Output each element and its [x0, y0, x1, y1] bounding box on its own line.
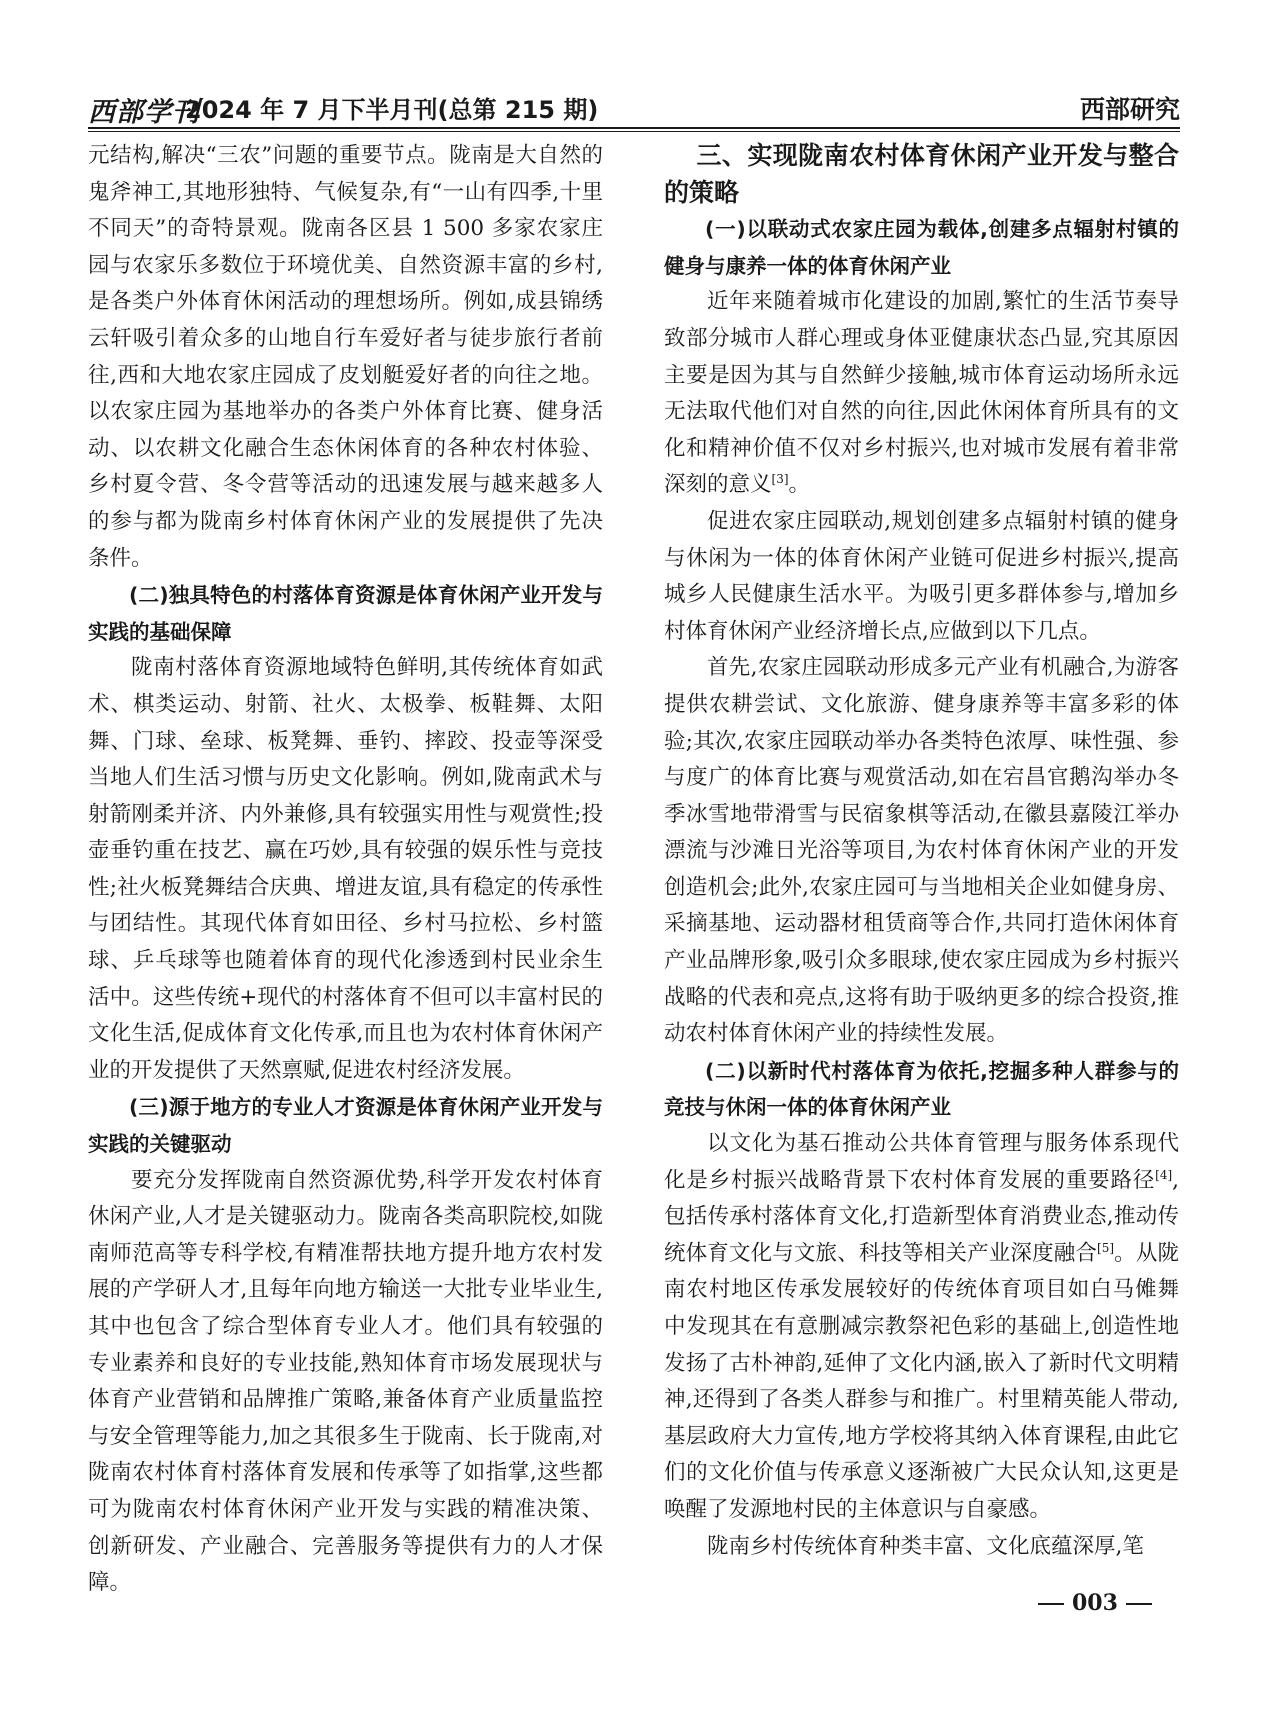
paragraph: 陇南村落体育资源地域特色鲜明,其传统体育如武术、棋类运动、射箭、社火、太极拳、板鞋舞、太阳舞、门球、垒球、板凳舞、垂钓、摔跤、投壶等深受当地人们生活习惯与历史文化影响。例如,陇南武术与射箭刚柔并济、内外兼修,具有较强实用性与观赏性;投壶垂钓重在技艺、赢在巧妙,具有较强的娱乐性与竞技性;社火板凳舞结合庆典、增进友谊,具有稳定的传承性与团结性。其现代体育如田径、乡村马拉松、乡村篮球、乒乓球等也随着体育的现代化渗透到村民业余生活中。这些传统+现代的村落体育不但可以丰富村民的文化生活,促成体育文化传承,而且也为农村体育休闲产业的开发提供了天然禀赋,促进农村经济发展。 — [88, 655, 603, 1083]
left-column — [88, 138, 603, 1602]
journal-logo: 西部学刊 — [88, 97, 200, 128]
paragraph-text: 近年来随着城市化建设的加剧,繁忙的生活节奏导致部分城市人群心理或身体亚健康状态凸显,究其原因主要是因为其与自然鲜少接触,城市体育运动场所永远无法取代他们对自然的向往,因此休闲体育所具有的文化和精神价值不仅对乡村振兴,也对城市发展有着非常深刻的意义 — [664, 289, 1179, 498]
page-footer — [1030, 1590, 1160, 1616]
header-rule-thick — [88, 127, 1180, 129]
paragraph: 促进农家庄园联动,规划创建多点辐射村镇的健身与休闲为一体的体育休闲产业链可促进乡村振兴,提高城乡人民健康生活水平。为吸引更多群体参与,增加乡村体育休闲产业经济增长点,应做到以下几点。 — [664, 508, 1179, 644]
paragraph: 陇南乡村传统体育种类丰富、文化底蕴深厚,笔 — [707, 1533, 1144, 1559]
paragraph-text: 以文化为基石推动公共体育管理与服务体系现代化是乡村振兴战略背景下农村体育发展的重要路径 — [664, 1131, 1179, 1193]
citation-ref: [5] — [1097, 1240, 1115, 1255]
page-number: 003 — [1072, 1590, 1118, 1616]
paragraph: 元结构,解决“三农”问题的重要节点。陇南是大自然的鬼斧神工,其地形独特、气候复杂,有“一山有四季,十里不同天”的奇特景观。陇南各区县 1 500 多家农家庄园与农家乐多数位于环境优美、自然资源丰富的乡村,是各类户外体育休闲活动的理想场所。例如,成县锦绣云轩吸引着众多的山地自行车爱好者与徒步旅行者前往,西和大地农家庄园成了皮划艇爱好者的向往之地。以农家庄园为基地举办的各类户外体育比赛、健身活动、以农耕文化融合生态休闲体育的各种农村体验、乡村夏令营、冬令营等活动的迅速发展与越来越多人的参与都为陇南乡村体育休闲产业的发展提供了先决条件。 — [88, 143, 603, 571]
right-column — [664, 138, 1179, 1565]
running-header — [88, 88, 1180, 128]
paragraph — [664, 1126, 1179, 1529]
paragraph: 要充分发挥陇南自然资源优势,科学开发农村体育休闲产业,人才是关键驱动力。陇南各类高职院校,如陇南师范高等专科学校,有精准帮扶地方提升地方农村发展的产学研人才,且每年向地方输送一大批专业毕业生,其中也包含了综合型体育专业人才。他们具有较强的专业素养和良好的专业技能,熟知体育市场发展现状与体育产业营销和品牌推广策略,兼备体育产业质量监控与安全管理等能力,加之其很多生于陇南、长于陇南,对陇南农村体育村落体育发展和传承等了如指掌,这些都可为陇南农村体育休闲产业开发与实践的精准决策、创新研发、产业融合、完善服务等提供有力的人才保障。 — [88, 1167, 603, 1596]
paragraph-text: 。从陇南农村地区传承发展较好的传统体育项目如白马傩舞中发现其在有意删减宗教祭祀色彩的基础上,创造性地发扬了古朴神韵,延伸了文化内涵,嵌入了新时代文明精神,还得到了各类人群参与和推广。村里精英能人带动,基层政府大力宣传,地方学校将其纳入体育课程,由此它们的文化价值与传承意义逐渐被广大民众认知,这更是唤醒了发源地村民的主体意识与自豪感。 — [664, 1240, 1179, 1522]
paragraph-text: ,包括传承村落体育文化,打造新型体育消费业态,推动传统体育文化与文旅、科技等相关产业深度融合 — [664, 1167, 1179, 1266]
folio-dash — [1038, 1603, 1064, 1605]
paragraph — [664, 284, 1179, 504]
subheading: (三)源于地方的专业人才资源是体育休闲产业开发与实践的关键驱动 — [88, 1095, 603, 1157]
journal-issue-info: 2024 年 7 月下半月刊(总第 215 期) — [185, 96, 599, 124]
section-name: 西部研究 — [1079, 95, 1180, 124]
paragraph-text: 。 — [788, 472, 811, 498]
paragraph: 首先,农家庄园联动形成多元产业有机融合,为游客提供农耕尝试、文化旅游、健身康养等丰富多彩的体验;其次,农家庄园联动举办各类特色浓厚、味性强、参与度广的体育比赛与观赏活动,如在宕昌官鹅沟举办冬季冰雪地带滑雪与民宿象棋等活动,在徽县嘉陵江举办漂流与沙滩日光浴等项目,为农村体育休闲产业的开发创造机会;此外,农家庄园可与当地相关企业如健身房、采摘基地、运动器材租赁商等合作,共同打造休闲体育产业品牌形象,吸引众多眼球,使农家庄园成为乡村振兴战略的代表和亮点,这将有助于吸纳更多的综合投资,推动农村体育休闲产业的持续性发展。 — [664, 655, 1179, 1047]
folio-dash — [1126, 1603, 1152, 1605]
citation-ref: [3] — [771, 472, 789, 487]
header-rule-thin — [88, 131, 1180, 132]
section-heading: 三、实现陇南农村体育休闲产业开发与整合的策略 — [664, 141, 1179, 207]
citation-ref: [4] — [1155, 1167, 1173, 1182]
subheading: (二)独具特色的村落体育资源是体育休闲产业开发与实践的基础保障 — [88, 583, 603, 644]
subheading: (一)以联动式农家庄园为载体,创建多点辐射村镇的健身与康养一体的体育休闲产业 — [664, 217, 1179, 278]
subheading: (二)以新时代村落体育为依托,挖掘多种人群参与的竞技与休闲一体的体育休闲产业 — [664, 1058, 1179, 1120]
